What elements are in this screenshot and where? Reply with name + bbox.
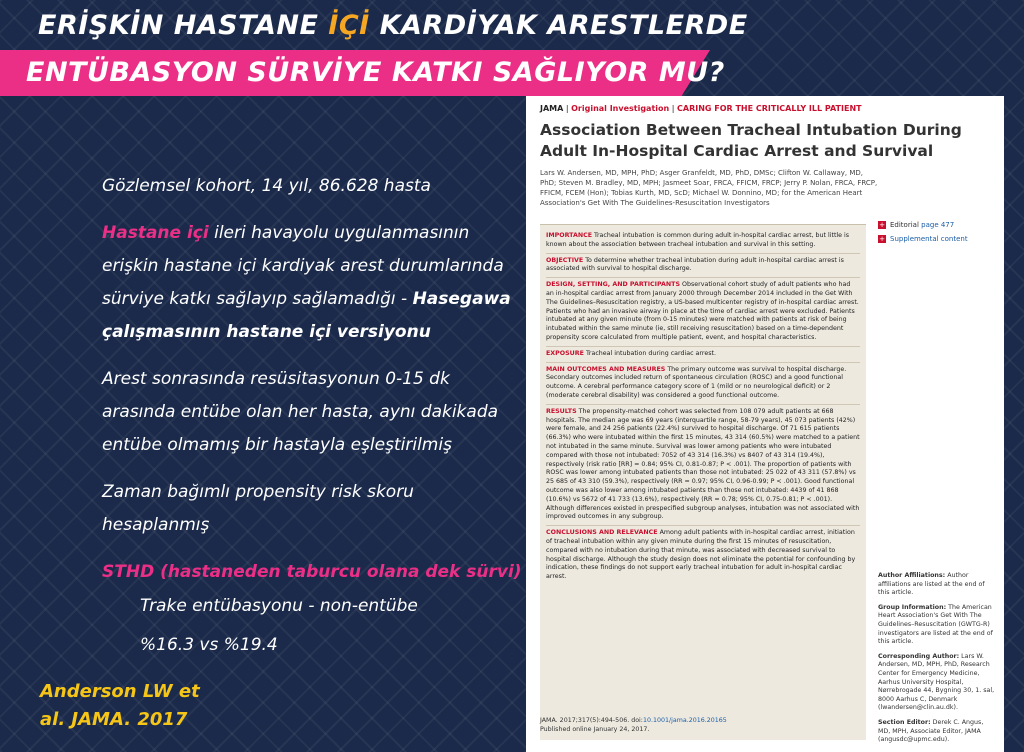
journal-name: JAMA bbox=[540, 104, 564, 113]
abstract-importance bbox=[546, 229, 860, 254]
article-title: Association Between Tracheal Intubation During Adult In-Hospital Cardiac Arrest and Survival bbox=[540, 121, 962, 160]
citation-line-1: Anderson LW et bbox=[40, 681, 200, 702]
citation bbox=[40, 678, 200, 734]
published-date: Published online January 24, 2017. bbox=[540, 726, 650, 733]
article-authors: Lars W. Andersen, MD, MPH, PhD; Asger Granfeldt, MD, PhD, DMSc; Clifton W. Callaway, MD, PhD; Steven M. Bradley, MD, MPH; Jasmeet Soar, FRCA, FFICM, FRCP; Jerry P. Nolan, FRCA, FRCP, FFICM, FCEM (Hon); Tobias Kurth, MD, ScD; Michael W. Donnino, MD; for the American Heart Association's Get With The Guidelines-Resuscitation Investigators bbox=[540, 169, 878, 207]
plus-icon: + bbox=[879, 235, 885, 243]
abstract-label: EXPOSURE bbox=[546, 349, 584, 357]
plus-icon: + bbox=[879, 221, 885, 229]
corresponding-author bbox=[878, 653, 996, 713]
bullet-aim bbox=[102, 217, 522, 349]
header-separator-2: | bbox=[669, 104, 677, 113]
affiliations-label: Author Affiliations: bbox=[878, 572, 946, 579]
citation-text: JAMA. 2017;317(5):494-506. doi: bbox=[540, 717, 643, 724]
abstract-text: Tracheal intubation is common during adult in-hospital cardiac arrest, but little is known about the association between tracheal intubation and survival in this setting. bbox=[546, 232, 850, 248]
article-section: CARING FOR THE CRITICALLY ILL PATIENT bbox=[677, 104, 862, 113]
editor-label: Section Editor: bbox=[878, 718, 931, 726]
slide-title bbox=[0, 0, 1024, 104]
citation-line-2: al. JAMA. 2017 bbox=[40, 709, 188, 730]
abstract-box bbox=[540, 224, 866, 740]
author-affiliations bbox=[878, 572, 996, 598]
editorial-page: page 477 bbox=[921, 221, 955, 229]
bullet-aim-bold: Hasegawa çalışmasının hastane içi versiyonu bbox=[102, 289, 511, 342]
abstract-outcomes bbox=[546, 363, 860, 405]
abstract-text: The propensity-matched cohort was selected from 108 079 adult patients at 668 hospitals. The median age was 69 years (interquartile range, 58-79 years), 45 073 patients (42%) were female, and 24 256 patients (22.4%) survived to hospital discharge. Of 71 615 patients (66.3%) who were intubated within the first 15 minutes, 43 314 (60.5%) were matched to a patient not intubated in the same minute. Survival was lower among patients who were intubated compared with those not intubated: 7052 of 43 314 (16.3%) vs 8407 of 43 314 (19.4%), respectively (risk ratio [RR] = 0.84; 95% CI, 0.81-0.87; P < .001). The proportion of patients with ROSC was lower among intubated patients than those not intubated: 25 022 of 43 311 (57.8%) vs 25 685 of 43 310 (59.3%), respectively (RR = 0.97; 95% CI, 0.96-0.99; P < .001). Good functional outcome was also lower among intubated patients than those not intubated: 4439 of 41 868 (10.6%) vs 5672 of 41 733 (13.6%), respectively (RR = 0.78; 95% CI, 0.75-0.81; P < .001). Although differences existed in prespecified subgroup analyses, intubation was not associated with improved outcomes in any subgroup. bbox=[546, 407, 860, 521]
title-line-1 bbox=[38, 6, 748, 46]
bullet-aim-text: ileri havayolu uygulanmasının erişkin hastane içi kardiyak arest durumlarında sürviye katkı sağlayıp sağlamadığı - bbox=[102, 223, 504, 309]
abstract-text: Tracheal intubation during cardiac arrest. bbox=[585, 349, 716, 357]
abstract-text: To determine whether tracheal intubation during adult in-hospital cardiac arrest is associated with survival to hospital discharge. bbox=[546, 256, 844, 273]
editor-text: Derek C. Angus, MD, MPH, Associate Editor, JAMA (angusdc@upmc.edu). bbox=[878, 718, 984, 744]
article-right-column bbox=[878, 572, 996, 751]
bullet-aim-highlight: Hastane içi bbox=[102, 223, 209, 243]
bullet-outcome: STHD (hastaneden taburcu olana dek sürvi) bbox=[102, 562, 522, 582]
title-highlight: İÇİ bbox=[328, 10, 370, 41]
article-side-links bbox=[878, 218, 998, 246]
abstract-label: DESIGN, SETTING, AND PARTICIPANTS bbox=[546, 281, 681, 289]
article-screenshot bbox=[526, 96, 1004, 752]
abstract-objective bbox=[546, 254, 860, 279]
abstract-label: CONCLUSIONS AND RELEVANCE bbox=[546, 529, 658, 537]
group-information bbox=[878, 604, 996, 647]
editorial-label: Editorial bbox=[890, 221, 919, 229]
title-line-1-end: KARDİYAK ARESTLERDE bbox=[369, 10, 748, 41]
article-header bbox=[540, 104, 862, 113]
bullet-cohort: Gözlemsel kohort, 14 yıl, 86.628 hasta bbox=[102, 176, 431, 196]
supplemental-link[interactable] bbox=[878, 232, 998, 246]
corresponding-text: Lars W. Andersen, MD, MPH, PhD, Research Center for Emergency Medicine, Aarhus University Hospital, Nørrebrogade 44, Bygning 30, 1. sal, 8000 Aarhus C, Denmark (lwandersen@clin.au.dk). bbox=[878, 652, 995, 712]
sub-bullet-groups: Trake entübasyonu - non-entübe bbox=[140, 596, 418, 616]
bullet-propensity: Zaman bağımlı propensity risk skoru hesaplanmış bbox=[102, 482, 414, 535]
header-separator: | bbox=[563, 104, 572, 113]
corresponding-label: Corresponding Author: bbox=[878, 652, 960, 660]
abstract-results bbox=[546, 405, 860, 526]
doi-link[interactable]: 10.1001/jama.2016.20165 bbox=[642, 717, 727, 724]
group-text: The American Heart Association's Get With The Guidelines–Resuscitation (GWTG-R) investigators are listed at the end of this article. bbox=[878, 603, 993, 646]
sub-bullet-result: %16.3 vs %19.4 bbox=[140, 635, 278, 655]
abstract-text: Among adult patients with in-hospital cardiac arrest, initiation of tracheal intubation within any given minute during the first 15 minutes of resuscitation, compared with no intubation during that minute, was associated with decreased survival to hospital discharge. Although the study design does not eliminate the potential for confounding by indication, these findings do not support early tracheal intubation for adult in-hospital cardiac arrest. bbox=[546, 529, 856, 581]
title-line-1-start: ERİŞKİN HASTANE bbox=[38, 10, 329, 41]
article-footer bbox=[540, 716, 866, 734]
editorial-link[interactable] bbox=[878, 218, 998, 232]
abstract-label: OBJECTIVE bbox=[546, 256, 584, 264]
abstract-text: The primary outcome was survival to hospital discharge. Secondary outcomes included return of spontaneous circulation (ROSC) and a good functional outcome. A cerebral performance category score of 1 (mild or no neurological deficit) or 2 (moderate cerebral disability) was considered a good functional outcome. bbox=[546, 365, 847, 399]
section-editor bbox=[878, 719, 996, 745]
abstract-label: IMPORTANCE bbox=[546, 232, 593, 239]
abstract-conclusions bbox=[546, 526, 860, 585]
group-label: Group Information: bbox=[878, 603, 947, 611]
affiliations-text: Author affiliations are listed at the end of this article. bbox=[878, 572, 985, 597]
supplemental-label: Supplemental content bbox=[890, 235, 968, 243]
abstract-exposure bbox=[546, 347, 860, 363]
abstract-design bbox=[546, 278, 860, 347]
abstract-label: MAIN OUTCOMES AND MEASURES bbox=[546, 365, 666, 373]
article-type: Original Investigation bbox=[571, 104, 670, 113]
abstract-text: Observational cohort study of adult patients who had an in-hospital cardiac arrest from January 2000 through December 2014 included in the Get With The Guidelines–Resuscitation registry, a US-based multicenter registry of in-hospital cardiac arrest. Patients who had an invasive airway in place at the time of cardiac arrest were excluded. Patients intubated at any given minute (from 0-15 minutes) were matched with patients at risk of being intubated within the same minute (ie, still receiving resuscitation) based on a time-dependent propensity score calculated from multiple patient, event, and hospital characteristics. bbox=[546, 281, 859, 341]
bullet-list bbox=[102, 170, 522, 603]
title-line-2: ENTÜBASYON SÜRVİYE KATKI SAĞLIYOR MU? bbox=[26, 57, 725, 88]
bullet-matching: Arest sonrasında resüsitasyonun 0-15 dk arasında entübe olan her hasta, aynı dakikada entübe olmamış bir hastayla eşleştirilmiş bbox=[102, 369, 499, 455]
article-citation-line bbox=[540, 716, 866, 725]
abstract-label: RESULTS bbox=[546, 407, 577, 415]
